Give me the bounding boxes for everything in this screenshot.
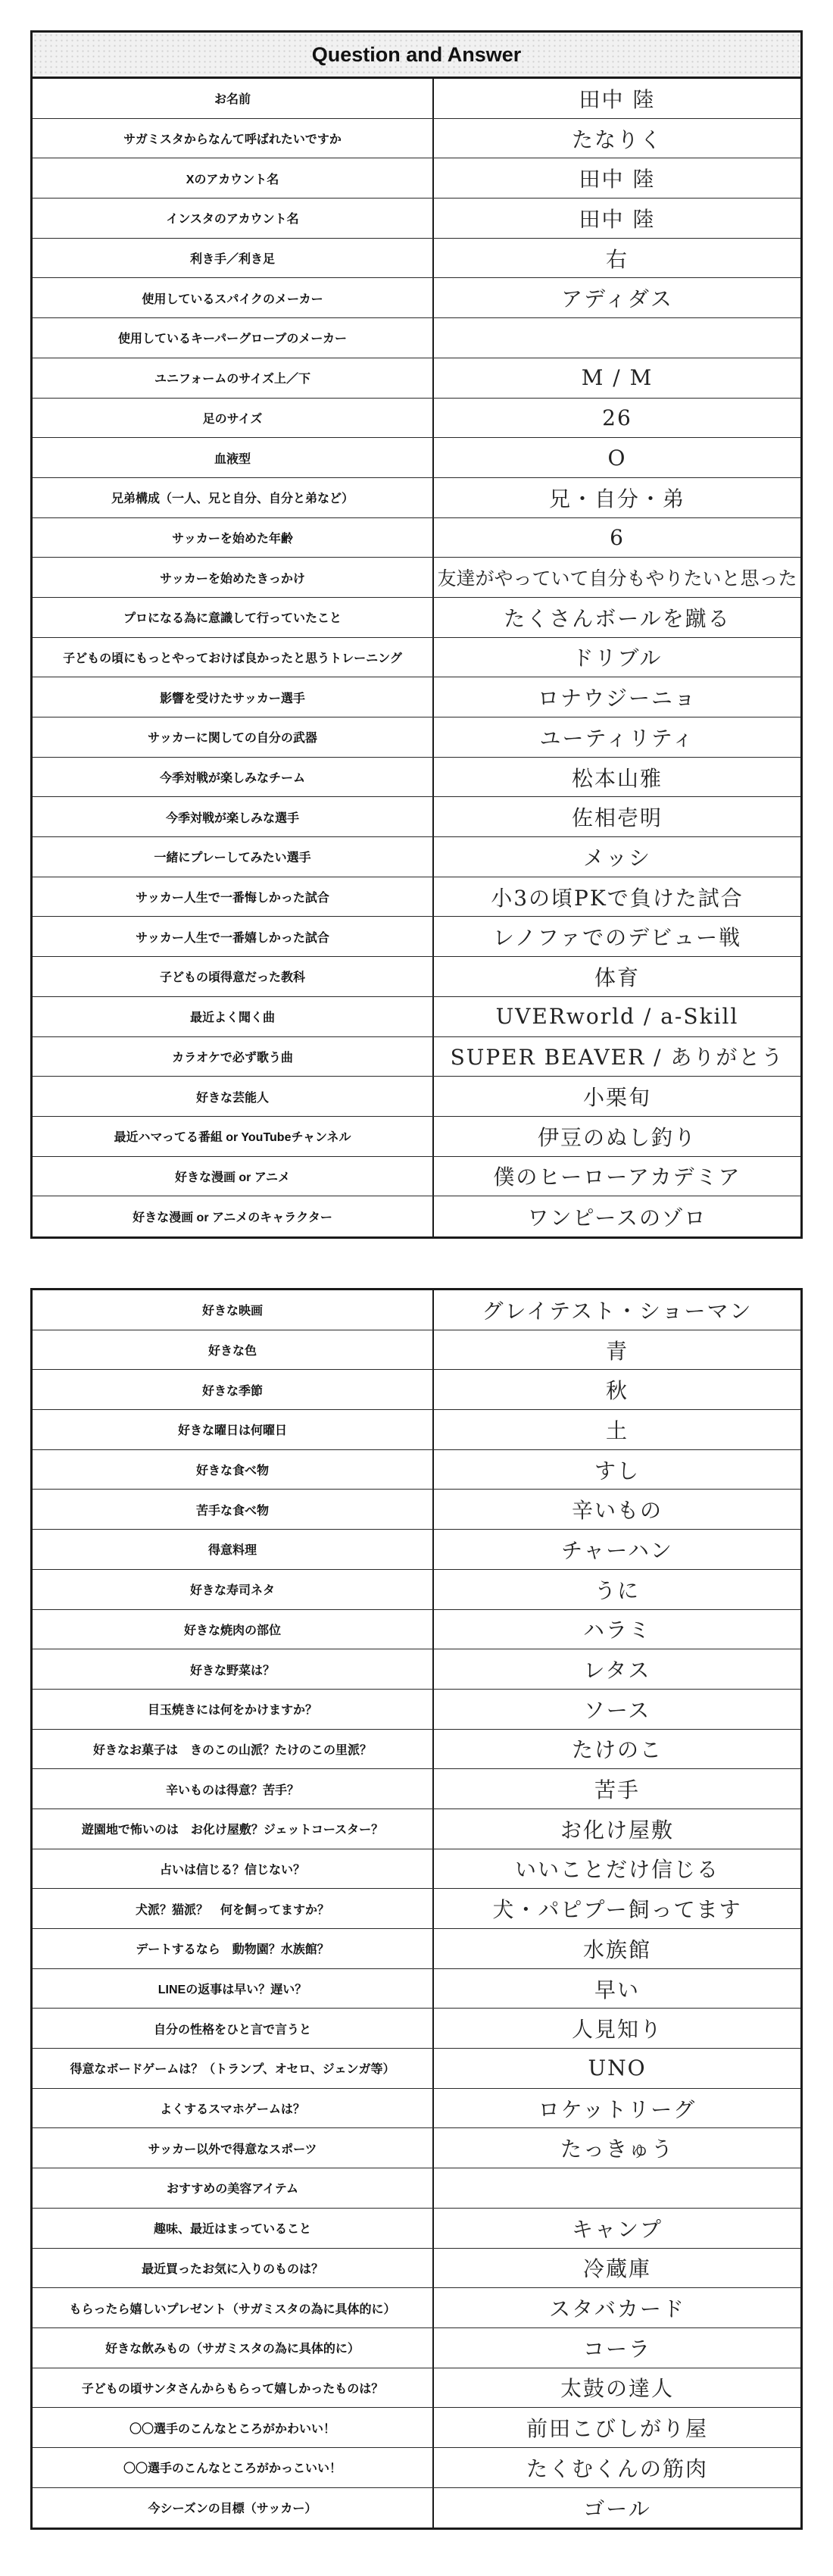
question-cell: 好きな色 xyxy=(33,1330,434,1370)
qa-row xyxy=(33,638,800,678)
qa-row xyxy=(33,1769,800,1809)
answer-cell: コーラ xyxy=(582,2336,651,2362)
answer-cell: 青 xyxy=(605,1338,629,1364)
question-cell: 好きな芸能人 xyxy=(33,1077,434,1116)
answer-cell: 田中 陸 xyxy=(579,86,656,112)
question-cell: お名前 xyxy=(33,79,434,118)
question-cell: 得意料理 xyxy=(33,1530,434,1569)
answer-cell: ゴール xyxy=(583,2496,651,2521)
qa-row xyxy=(33,677,800,717)
answer-cell: 小栗旬 xyxy=(582,1085,651,1111)
question-cell: サッカーに関しての自分の武器 xyxy=(33,717,434,757)
answer-cell: レタス xyxy=(583,1658,651,1683)
qa-row xyxy=(33,1570,800,1610)
answer-cell: キャンプ xyxy=(571,2216,663,2242)
answer-cell: 26 xyxy=(602,405,632,430)
question-cell: 子どもの頃サンタさんからもらって嬉しかったものは？ xyxy=(33,2368,434,2408)
answer-cell: たくさんボールを蹴る xyxy=(504,605,731,631)
qa-row xyxy=(33,1490,800,1530)
question-cell: 血液型 xyxy=(33,438,434,477)
question-cell: 今季対戦が楽しみなチーム xyxy=(33,758,434,797)
qa-row xyxy=(33,1889,800,1929)
qa-row xyxy=(33,399,800,439)
question-cell: 最近よく聞く曲 xyxy=(33,997,434,1036)
qa-row xyxy=(33,478,800,518)
answer-cell: スタバカード xyxy=(549,2296,685,2322)
qa-row xyxy=(33,2488,800,2528)
qa-sheet-part2 xyxy=(30,1288,803,2530)
question-cell: サッカーを始めたきっかけ xyxy=(33,558,434,597)
qa-row xyxy=(33,1809,800,1849)
question-cell: サッカー人生で一番嬉しかった試合 xyxy=(33,917,434,956)
answer-cell: 早い xyxy=(594,1977,640,2002)
sheet-title: Question and Answer xyxy=(33,33,800,79)
qa-row xyxy=(33,2288,800,2328)
qa-sheet-part1 xyxy=(30,30,803,1239)
answer-cell: うに xyxy=(594,1577,640,1603)
question-cell: 好きな漫画 or アニメ xyxy=(33,1157,434,1196)
qa-row xyxy=(33,1117,800,1157)
qa-row xyxy=(33,997,800,1037)
question-cell: 苦手な食べ物 xyxy=(33,1490,434,1529)
answer-cell: 小3の頃PKで負けた試合 xyxy=(491,885,744,911)
question-cell: 好きな季節 xyxy=(33,1370,434,1409)
answer-cell: M / M xyxy=(581,365,654,391)
question-cell: 自分の性格をひと言で言うと xyxy=(33,2009,434,2048)
qa-row xyxy=(33,877,800,918)
qa-row xyxy=(33,2168,800,2209)
question-cell: 犬派？猫派？ 何を飼ってますか？ xyxy=(33,1889,434,1928)
answer-cell: 冷蔵庫 xyxy=(582,2256,651,2282)
qa-row xyxy=(33,1077,800,1117)
qa-row xyxy=(33,797,800,837)
question-cell: カラオケで必ず歌う曲 xyxy=(33,1037,434,1077)
qa-row xyxy=(33,2128,800,2168)
qa-rows xyxy=(33,79,800,1236)
answer-cell: 前田こびしがり屋 xyxy=(526,2416,708,2442)
question-cell: 好きなお菓子は きのこの山派？たけのこの里派？ xyxy=(33,1730,434,1769)
question-cell: 子どもの頃にもっとやっておけば良かったと思うトレーニング xyxy=(33,638,434,677)
answer-cell: ハラミ xyxy=(582,1618,651,1643)
answer-cell: 苦手 xyxy=(594,1777,640,1803)
answer-cell: 田中 陸 xyxy=(579,206,656,232)
answer-cell: SUPER BEAVER / ありがとう xyxy=(450,1045,785,1071)
qa-row xyxy=(33,438,800,478)
question-cell: 子どもの頃得意だった教科 xyxy=(33,957,434,996)
answer-cell: たなりく xyxy=(571,127,663,152)
answer-cell xyxy=(434,318,800,358)
qa-row xyxy=(33,239,800,279)
qa-row xyxy=(33,2209,800,2249)
qa-row xyxy=(33,119,800,159)
question-cell: 好きな焼肉の部位 xyxy=(33,1610,434,1649)
answer-cell: グレイテスト・ショーマン xyxy=(482,1298,753,1324)
qa-row xyxy=(33,2368,800,2409)
qa-row xyxy=(33,1037,800,1077)
question-cell: よくするスマホゲームは？ xyxy=(33,2089,434,2128)
answer-cell: たっきゅう xyxy=(560,2137,674,2162)
question-cell: 趣味、最近はまっていること xyxy=(33,2209,434,2248)
answer-cell: 土 xyxy=(605,1418,629,1443)
answer-cell: 体育 xyxy=(594,964,640,990)
qa-rows xyxy=(33,1290,800,2528)
qa-row xyxy=(33,558,800,598)
answer-cell: たけのこ xyxy=(571,1737,663,1763)
qa-row xyxy=(33,1330,800,1371)
qa-row xyxy=(33,518,800,558)
answer-cell: 太鼓の達人 xyxy=(560,2376,674,2402)
question-cell: LINEの返事は早い？遅い？ xyxy=(33,1969,434,2009)
answer-cell: 佐相壱明 xyxy=(571,805,663,831)
answer-cell: 辛いもの xyxy=(571,1498,663,1524)
qa-row xyxy=(33,1610,800,1650)
qa-row xyxy=(33,158,800,199)
question-cell: 好きな漫画 or アニメのキャラクター xyxy=(33,1196,434,1236)
answer-cell: 田中 陸 xyxy=(579,167,656,192)
question-cell: 好きな飲みもの（サガミスタの為に具体的に） xyxy=(33,2328,434,2368)
question-cell: 一緒にプレーしてみたい選手 xyxy=(33,837,434,877)
qa-row xyxy=(33,1370,800,1410)
question-cell: 利き手／利き足 xyxy=(33,239,434,278)
qa-row xyxy=(33,837,800,877)
answer-cell: UNO xyxy=(588,2055,647,2081)
qa-row xyxy=(33,758,800,798)
answer-cell: 水族館 xyxy=(582,1937,651,1962)
qa-row xyxy=(33,2328,800,2368)
answer-cell: 犬・パピプー飼ってます xyxy=(492,1897,742,1923)
qa-row xyxy=(33,1849,800,1890)
qa-row xyxy=(33,318,800,358)
qa-row xyxy=(33,957,800,997)
answer-cell: UVERworld / a-Skill xyxy=(495,1004,739,1030)
question-cell: 使用しているキーパーグローブのメーカー xyxy=(33,318,434,358)
qa-row xyxy=(33,1690,800,1730)
qa-row xyxy=(33,1157,800,1197)
question-cell: サッカーを始めた年齢 xyxy=(33,518,434,558)
answer-cell: ユーティリティ xyxy=(539,725,695,751)
qa-row xyxy=(33,717,800,758)
answer-cell: メッシ xyxy=(582,845,651,871)
qa-row xyxy=(33,1196,800,1236)
answer-cell: ソース xyxy=(583,1697,651,1723)
answer-cell: 松本山雅 xyxy=(571,765,663,791)
question-cell: 辛いものは得意？苦手？ xyxy=(33,1769,434,1809)
answer-cell: 僕のヒーローアカデミア xyxy=(493,1165,741,1190)
qa-row xyxy=(33,1450,800,1490)
qa-row xyxy=(33,278,800,318)
question-cell: 兄弟構成（一人、兄と自分、自分と弟など） xyxy=(33,478,434,517)
qa-row xyxy=(33,79,800,119)
qa-row xyxy=(33,1730,800,1770)
answer-cell: ロナウジーニョ xyxy=(537,686,697,711)
qa-row xyxy=(33,1530,800,1570)
qa-row xyxy=(33,2009,800,2049)
answer-cell: チャーハン xyxy=(561,1537,673,1563)
question-cell: 好きな曜日は何曜日 xyxy=(33,1410,434,1449)
qa-row xyxy=(33,2249,800,2289)
answer-cell: 友達がやっていて自分もやりたいと思った xyxy=(437,567,797,590)
answer-cell: すし xyxy=(594,1458,640,1483)
qa-row xyxy=(33,1929,800,1969)
question-cell: 好きな寿司ネタ xyxy=(33,1570,434,1609)
qa-row xyxy=(33,2448,800,2488)
question-cell: 足のサイズ xyxy=(33,399,434,438)
qa-row xyxy=(33,199,800,239)
answer-cell: お化け屋敷 xyxy=(560,1817,674,1843)
answer-cell: ロケットリーグ xyxy=(538,2096,697,2122)
answer-cell: 兄・自分・弟 xyxy=(548,486,685,511)
question-cell: 最近買ったお気に入りのものは？ xyxy=(33,2249,434,2288)
qa-row xyxy=(33,1410,800,1450)
question-cell: 目玉焼きには何をかけますか？ xyxy=(33,1690,434,1729)
answer-cell: ドリブル xyxy=(572,646,663,671)
qa-row xyxy=(33,358,800,399)
answer-cell: レノファでのデビュー戦 xyxy=(492,925,742,951)
question-cell: 占いは信じる？信じない？ xyxy=(33,1849,434,1889)
question-cell: Xのアカウント名 xyxy=(33,158,434,198)
question-cell: 影響を受けたサッカー選手 xyxy=(33,677,434,717)
question-cell: 〇〇選手のこんなところがかっこいい！ xyxy=(33,2448,434,2487)
question-cell: 今季対戦が楽しみな選手 xyxy=(33,797,434,836)
answer-cell: 右 xyxy=(605,246,629,272)
qa-row xyxy=(33,2089,800,2129)
question-cell: サッカー以外で得意なスポーツ xyxy=(33,2128,434,2168)
question-cell: ユニフォームのサイズ上／下 xyxy=(33,358,434,398)
answer-cell: アディダス xyxy=(561,286,673,312)
answer-cell: たくむくんの筋肉 xyxy=(526,2456,708,2481)
question-cell: 〇〇選手のこんなところがかわいい！ xyxy=(33,2408,434,2447)
question-cell: 今シーズンの目標（サッカー） xyxy=(33,2488,434,2528)
question-cell: 得意なボードゲームは？（トランプ、オセロ、ジェンガ等） xyxy=(33,2049,434,2088)
question-cell: 好きな食べ物 xyxy=(33,1450,434,1490)
question-cell: インスタのアカウント名 xyxy=(33,199,434,238)
qa-row xyxy=(33,1649,800,1690)
qa-row xyxy=(33,2049,800,2089)
question-cell: デートするなら 動物園？水族館？ xyxy=(33,1929,434,1968)
question-cell: 好きな映画 xyxy=(33,1290,434,1330)
answer-cell: 秋 xyxy=(605,1378,629,1404)
answer-cell: O xyxy=(607,445,627,470)
question-cell: 使用しているスパイクのメーカー xyxy=(33,278,434,317)
question-cell: サガミスタからなんて呼ばれたいですか xyxy=(33,119,434,158)
question-cell: おすすめの美容アイテム xyxy=(33,2168,434,2208)
question-cell: 好きな野菜は？ xyxy=(33,1649,434,1689)
question-cell: 遊園地で怖いのは お化け屋敷？ジェットコースター？ xyxy=(33,1809,434,1849)
question-cell: サッカー人生で一番悔しかった試合 xyxy=(33,877,434,917)
answer-cell: 6 xyxy=(610,524,625,550)
qa-row xyxy=(33,1290,800,1330)
qa-row xyxy=(33,2408,800,2448)
answer-cell xyxy=(434,2168,800,2208)
answer-cell: 人見知り xyxy=(571,2017,663,2043)
answer-cell: 伊豆のぬし釣り xyxy=(537,1124,697,1150)
question-cell: もらったら嬉しいプレゼント（サガミスタの為に具体的に） xyxy=(33,2288,434,2327)
question-cell: プロになる為に意識して行っていたこと xyxy=(33,598,434,637)
question-cell: 最近ハマってる番組 or YouTubeチャンネル xyxy=(33,1117,434,1156)
answer-cell: ワンピースのゾロ xyxy=(527,1205,707,1230)
qa-row xyxy=(33,598,800,638)
answer-cell: いいことだけ信じる xyxy=(514,1857,719,1883)
qa-row xyxy=(33,917,800,957)
qa-row xyxy=(33,1969,800,2009)
